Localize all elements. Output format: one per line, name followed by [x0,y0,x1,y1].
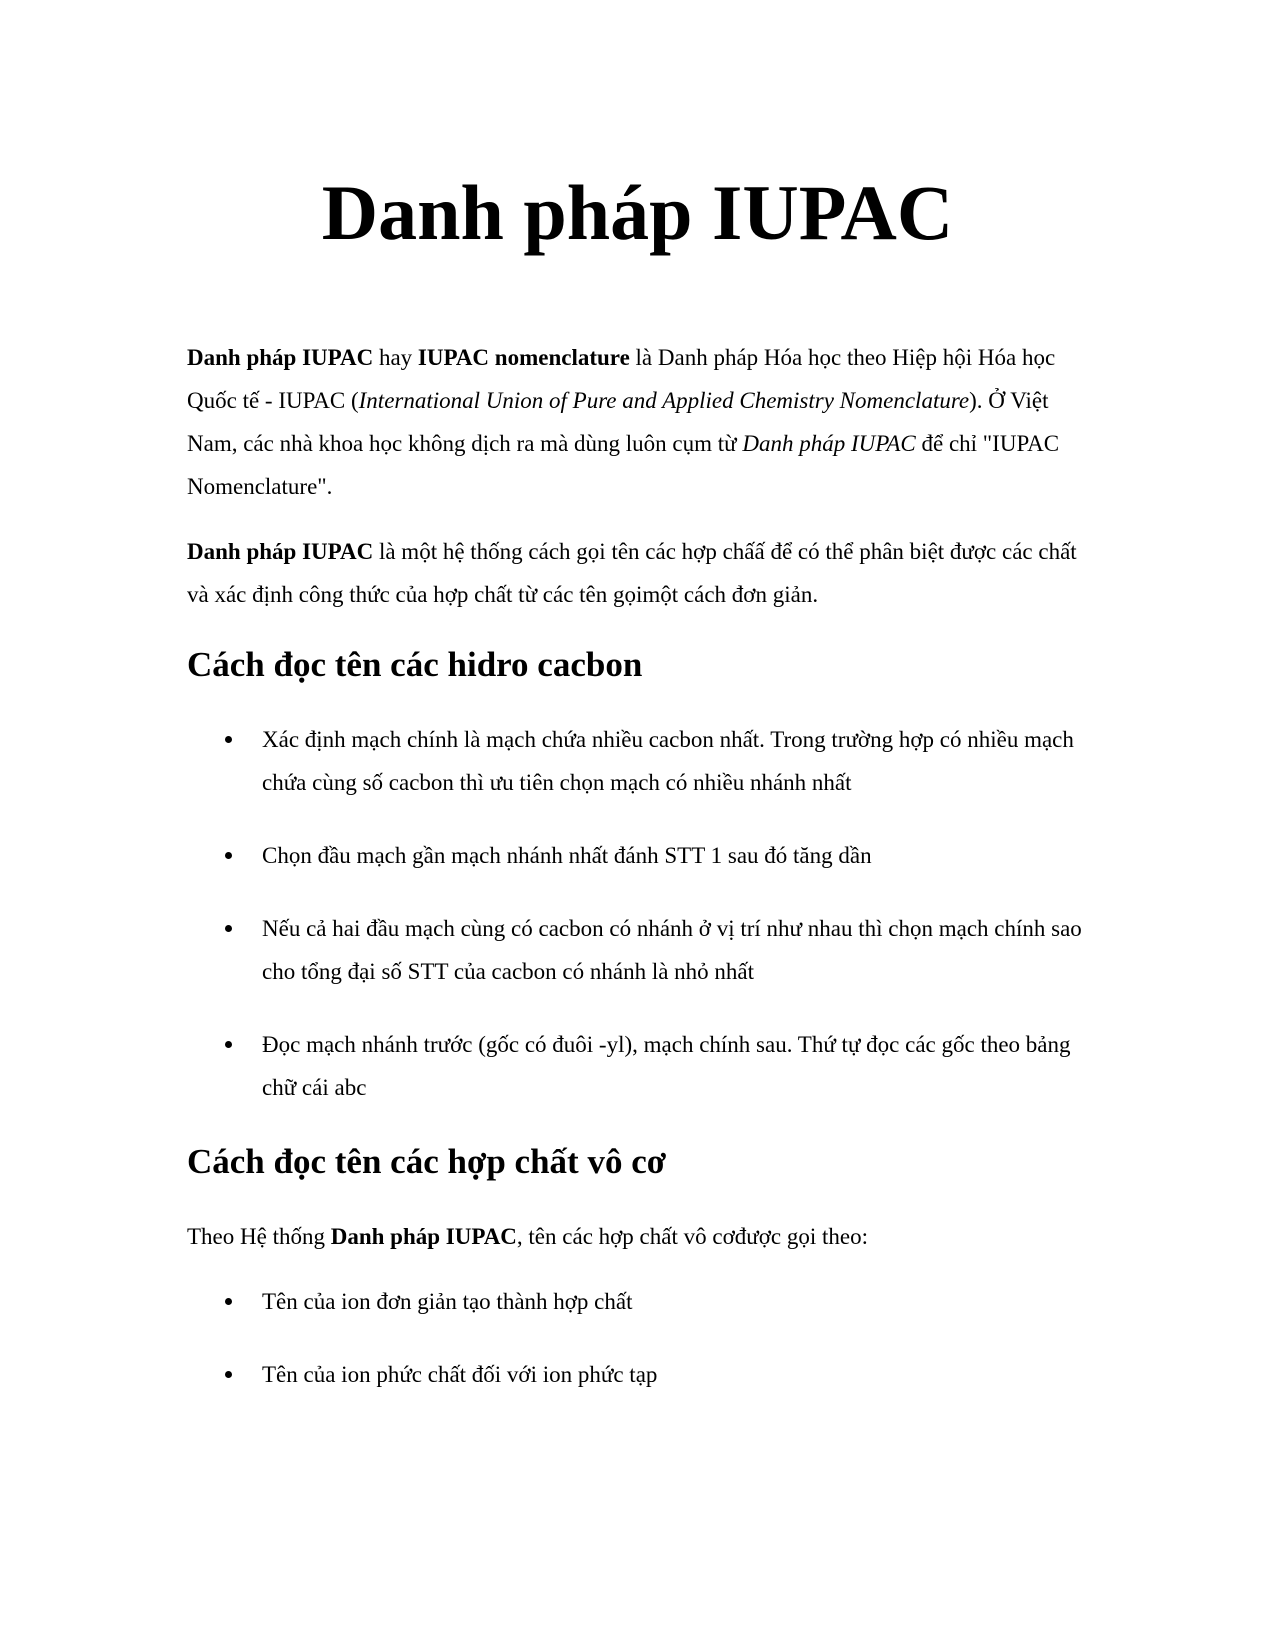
list-item [262,1023,1087,1109]
term-danh-phap-iupac-2: Danh pháp IUPAC [187,539,374,564]
list-item [262,1280,1087,1323]
bullet-icon [225,852,232,859]
list-item-text: Nếu cả hai đầu mạch cùng có cacbon có nhánh ở vị trí như nhau thì chọn mạch chính sao cho tổng đại số STT của cacbon có nhánh là nhỏ nhất [262,916,1082,984]
list-item-text: Đọc mạch nhánh trước (gốc có đuôi -yl), mạch chính sau. Thứ tự đọc các gốc theo bảng chữ cái abc [262,1032,1071,1100]
list-item-text: Xác định mạch chính là mạch chứa nhiều cacbon nhất. Trong trường hợp có nhiều mạch chứa cùng số cacbon thì ưu tiên chọn mạch có nhiều nhánh nhất [262,727,1074,795]
list-item [262,834,1087,877]
intro-text-2: là Danh pháp Hóa học theo Hiệp hội Hóa học Quốc tế - IUPAC ( [187,345,1056,413]
term-danh-phap-iupac-3: Danh pháp IUPAC [330,1224,517,1249]
italic-danh-phap-iupac: Danh pháp IUPAC [742,431,916,456]
intro-paragraph-1 [187,336,1087,508]
hydrocarbon-rules-list [187,718,1087,1109]
document-body [187,336,1087,1426]
inorganic-intro-suffix: , tên các hợp chất vô cơđược gọi theo: [516,1224,868,1249]
list-item-text: Chọn đầu mạch gần mạch nhánh nhất đánh STT 1 sau đó tăng dần [262,843,872,868]
intro-text-3: ). Ở Việt Nam, các nhà khoa học không dịch ra mà dùng luôn cụm từ [187,388,1049,456]
bullet-icon [225,1041,232,1048]
iupac-full-name: International Union of Pure and Applied Chemistry Nomenclature [358,388,970,413]
bullet-icon [225,1298,232,1305]
section-heading-inorganic: Cách đọc tên các hợp chất vô cơ [187,1142,667,1181]
list-item-text: Tên của ion đơn giản tạo thành hợp chất [262,1289,633,1314]
list-item-text: Tên của ion phức chất đối với ion phức tạp [262,1362,658,1387]
list-item [262,1353,1087,1396]
section-heading-hydrocarbon: Cách đọc tên các hidro cacbon [187,645,643,684]
bullet-icon [225,1371,232,1378]
page-title: Danh pháp IUPAC [321,169,954,256]
term-danh-phap-iupac: Danh pháp IUPAC [187,345,374,370]
intro-2-text: là một hệ thống cách gọi tên các hợp chấấ để có thể phân biệt được các chất và xác định công thức của hợp chất từ các tên gọimột cách đơn giản. [187,539,1077,607]
intro-text-4: để chỉ "IUPAC Nomenclature". [187,431,1060,499]
inorganic-intro-prefix: Theo Hệ thống [187,1224,331,1249]
bullet-icon [225,736,232,743]
intro-paragraph-2 [187,530,1087,616]
term-iupac-nomenclature: IUPAC nomenclature [417,345,630,370]
inorganic-rules-list [187,1280,1087,1396]
intro-text-1: hay [373,345,418,370]
inorganic-intro-paragraph [187,1215,1087,1258]
list-item [262,907,1087,993]
bullet-icon [225,925,232,932]
list-item [262,718,1087,804]
